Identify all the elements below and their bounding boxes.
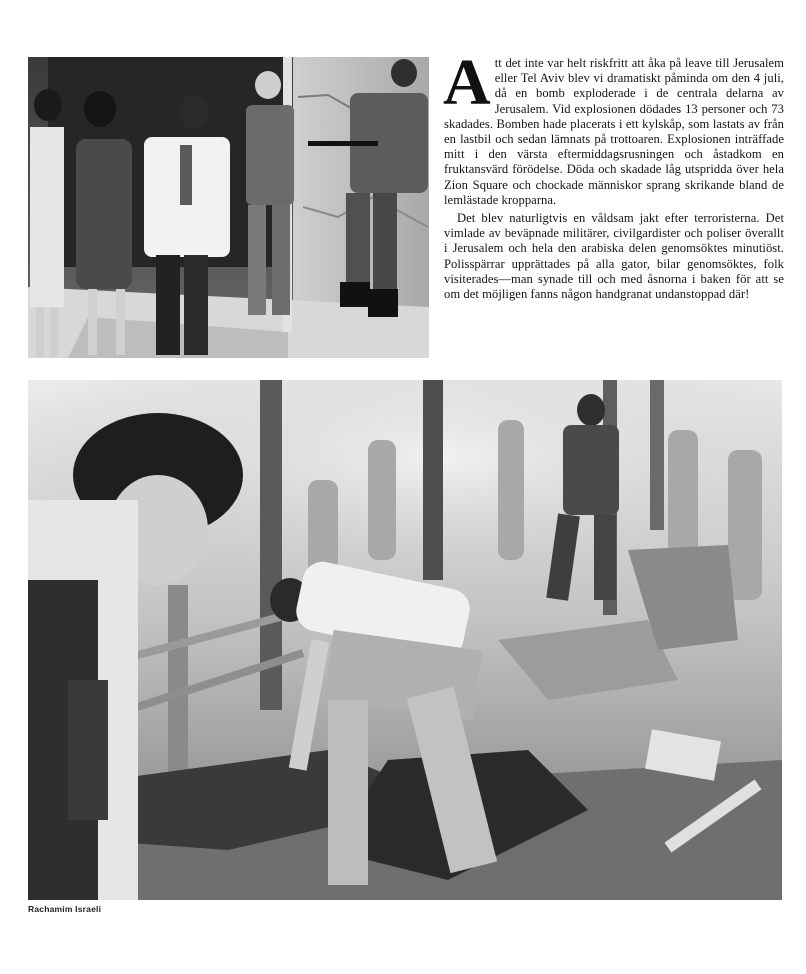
article-text [443, 46, 784, 302]
photo-bomb-aftermath [28, 380, 782, 900]
paragraph-1-text: tt det inte var helt riskfritt att åka på leave till Jerusalem eller Tel Aviv blev vi dramatiskt påminda om den 4 juli, då en bomb exploderade i de centrala delarna av Jerusalem. Vid explosionen dödades 13 personer och 73 skadades. Bomben hade placerats i ett kylskåp, som lastats av från en lastbil och sedan lämnats på trottoaren. Explosionen inträffade mitt i den värsta eftermiddagsrusningen och åstadkom en fruktansvärd förödelse. Döda och skadade låg utspridda över hela Zion Square och chockade människor sprang skrikande bland de lemlästade kropparna. [444, 56, 784, 207]
article-paragraph-1 [443, 46, 784, 208]
photo-credit: Rachamim Israeli [28, 904, 102, 914]
photo-street-soldiers-image [28, 57, 429, 358]
photo-street-soldiers [28, 57, 429, 358]
drop-cap: A [443, 46, 491, 119]
photo-bomb-aftermath-image [28, 380, 782, 900]
article-paragraph-2: Det blev naturligtvis en våldsam jakt efter terroristerna. Det vimlade av beväpnade militärer, civilgardister och poliser överallt i Jerusalem och hela den arabiska delen genomsöktes minutiöst. Polisspärrar upprättades på alla gator, bilar genomsöktes, folk visiterades—man synade till och med åsnorna i baken för att se om det möjligen fanns någon handgranat undanstoppad där! [444, 211, 784, 302]
